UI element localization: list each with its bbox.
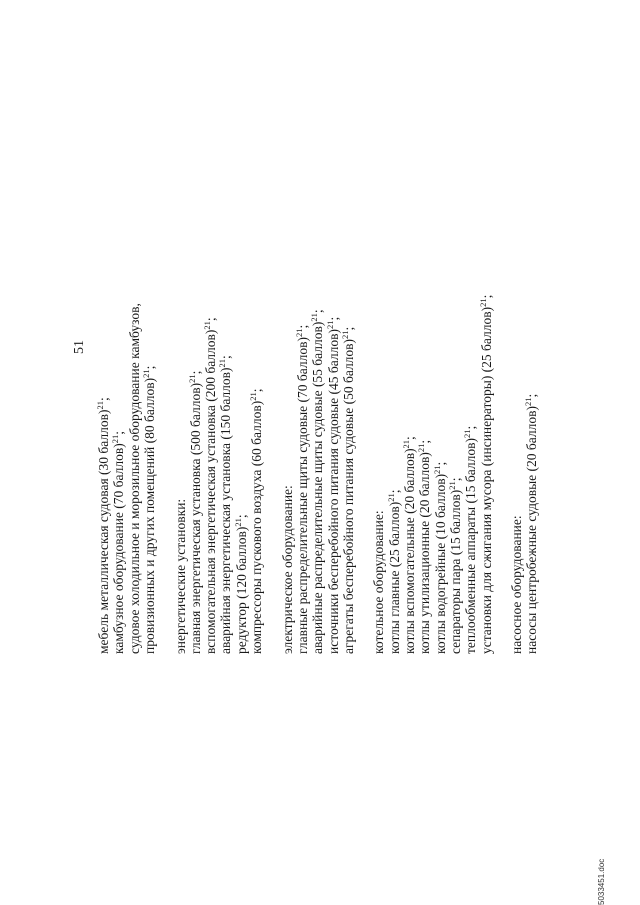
footnote-reference: 21 xyxy=(385,493,396,502)
text-line xyxy=(188,371,203,654)
text-line xyxy=(234,514,249,654)
rotated-page-content xyxy=(72,0,542,654)
text-line xyxy=(448,478,463,654)
text-line xyxy=(509,515,524,654)
line-punctuation: ; xyxy=(96,397,111,402)
footnote-reference: 21 xyxy=(232,518,243,527)
text-line xyxy=(203,317,218,654)
text-line xyxy=(249,389,264,654)
line-text: установки для сжигания мусора (инсинераторы) (25 баллов) xyxy=(478,306,494,654)
line-text: компрессоры пускового воздуха (60 баллов) xyxy=(249,400,264,654)
line-text: котлы вспомогательные (20 баллов) xyxy=(402,448,417,654)
text-line xyxy=(479,295,494,654)
text-line xyxy=(387,489,402,654)
text-line xyxy=(218,355,233,654)
line-punctuation: ; xyxy=(310,309,326,314)
line-text: агрегаты бесперебойного питания судовые (50 баллов) xyxy=(340,338,356,654)
line-text: сепараторы пара (15 баллов) xyxy=(447,489,463,654)
footnote-reference: 21 xyxy=(309,313,320,322)
line-punctuation: ; xyxy=(417,439,433,444)
line-punctuation: ; xyxy=(325,316,341,321)
line-text: котлы утилизационные (20 баллов) xyxy=(417,452,433,654)
text-line xyxy=(463,426,478,654)
text-line xyxy=(524,394,539,654)
line-punctuation: ; xyxy=(218,355,234,359)
line-punctuation: ; xyxy=(111,430,127,435)
text-line xyxy=(433,462,448,654)
text-line xyxy=(142,366,157,654)
line-text: источники бесперебойного питания судовые (45 баллов) xyxy=(325,329,341,654)
text-line xyxy=(341,327,356,654)
footnote-reference: 21 xyxy=(95,401,105,410)
text-line xyxy=(295,325,310,654)
footnote-reference: 21 xyxy=(339,330,350,339)
footnote-reference: 21 xyxy=(416,443,427,453)
line-text: главные распределительные щиты судовые (70 баллов) xyxy=(294,337,310,654)
text-line xyxy=(326,317,341,654)
footnote-reference: 21 xyxy=(446,481,457,490)
line-punctuation: ; xyxy=(340,326,356,331)
document-file-code: 5033451.doc xyxy=(597,858,606,905)
line-punctuation: ; xyxy=(187,370,203,375)
line-text: котлы главные (25 баллов) xyxy=(386,501,402,654)
text-line xyxy=(173,499,188,654)
line-text: насосное оборудование: xyxy=(509,515,525,654)
line-text: электрическое оборудование: xyxy=(279,485,295,654)
line-punctuation: ; xyxy=(432,461,448,466)
footnote-reference: 21 xyxy=(248,392,258,401)
footnote-reference: 21 xyxy=(324,320,335,330)
line-text: котельное оборудование: xyxy=(371,510,387,654)
line-text: вспомогательная энергетическая установка (200 баллов) xyxy=(203,329,219,654)
line-text: аварийные распределительные щиты судовые (55 баллов) xyxy=(310,321,326,654)
line-punctuation: ; xyxy=(478,294,494,299)
footnote-reference: 21 xyxy=(186,374,197,383)
line-punctuation: ; xyxy=(463,425,479,430)
line-text: насосы центробежные судовые (20 баллов) xyxy=(524,406,540,654)
line-punctuation: ; xyxy=(203,317,219,322)
footnote-reference: 21 xyxy=(293,328,304,338)
footnote-reference: 21 xyxy=(140,369,151,378)
line-text: аварийная энергетическая установка (150 баллов) xyxy=(218,367,234,654)
text-line xyxy=(310,309,325,654)
line-punctuation: ; xyxy=(294,324,310,329)
line-text: главная энергетическая установка (500 баллов) xyxy=(187,382,203,654)
text-line xyxy=(96,397,111,654)
text-line xyxy=(111,431,126,654)
footnote-reference: 21 xyxy=(401,439,411,449)
line-punctuation: ; xyxy=(386,489,402,494)
line-punctuation: ; xyxy=(402,436,417,440)
footnote-reference: 21 xyxy=(523,397,534,406)
line-text: энергетические установки: xyxy=(172,498,188,654)
footnote-reference: 21 xyxy=(217,358,228,368)
text-line xyxy=(127,303,142,654)
line-punctuation: ; xyxy=(524,393,540,398)
text-line xyxy=(417,440,432,654)
line-text: редуктор (120 баллов) xyxy=(233,526,249,654)
line-punctuation: ; xyxy=(249,388,264,393)
line-text: провизионных и других помещений (80 баллов) xyxy=(141,377,157,654)
footnote-reference: 21 xyxy=(110,434,121,444)
line-text: теплообменные аппараты (15 баллов) xyxy=(463,438,479,654)
line-text: мебель металлическая судовая (30 баллов) xyxy=(96,409,111,654)
footnote-reference: 21 xyxy=(462,429,473,439)
text-line xyxy=(280,485,295,654)
text-line xyxy=(371,510,386,654)
line-text: котлы водогрейные (10 баллов) xyxy=(432,473,448,654)
line-text: судовое холодильное и морозильное оборудование камбузов, xyxy=(126,303,142,654)
footnote-reference: 21 xyxy=(202,321,213,330)
page-number: 51 xyxy=(72,340,87,354)
text-line xyxy=(402,436,417,654)
footnote-reference: 21 xyxy=(477,298,488,307)
line-punctuation: ; xyxy=(447,477,463,482)
line-text: камбузное оборудование (70 баллов) xyxy=(111,443,127,654)
line-punctuation: ; xyxy=(141,365,157,370)
line-punctuation: ; xyxy=(233,514,249,519)
footnote-reference: 21 xyxy=(431,465,442,474)
